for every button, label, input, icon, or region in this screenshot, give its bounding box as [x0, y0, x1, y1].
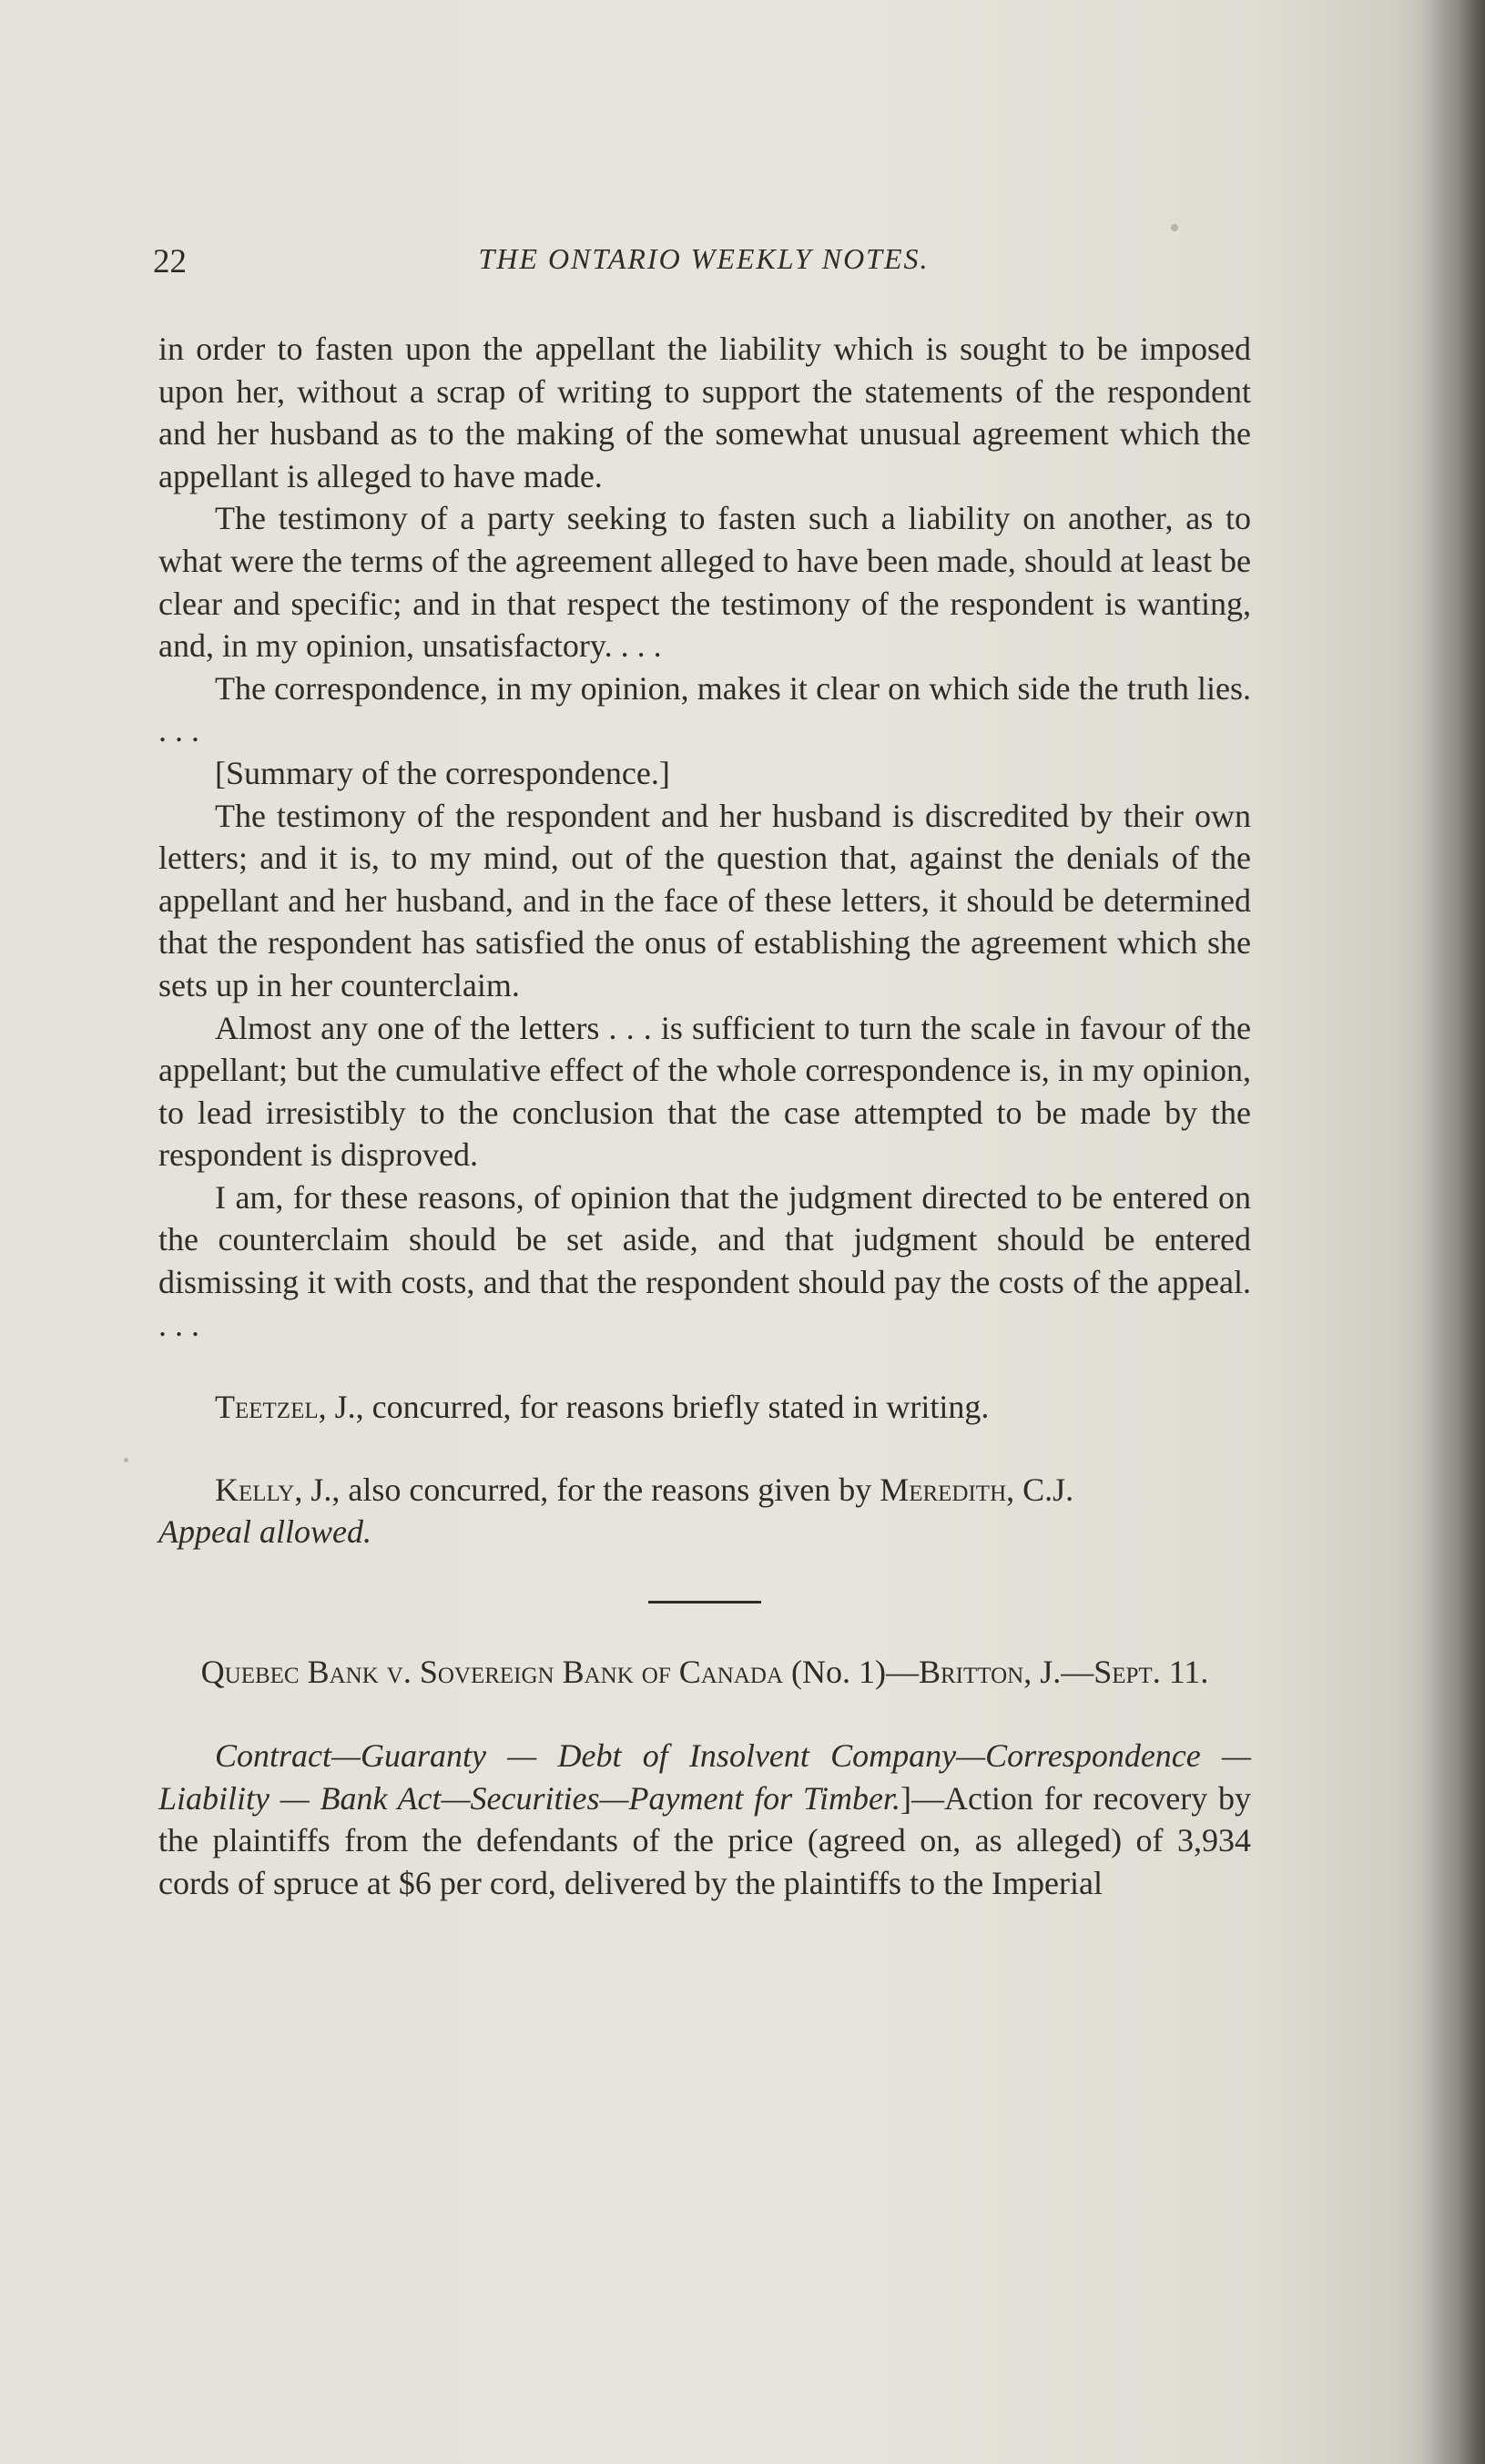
judge-name: Kelly: [215, 1471, 295, 1508]
judge-name: Meredith: [880, 1471, 1007, 1508]
binding-shadow: [1421, 0, 1485, 2464]
paragraph-bracketed-summary: [Summary of the correspondence.]: [215, 754, 670, 791]
case-judge: Britton, J.—Sept.: [919, 1654, 1161, 1691]
headnote: [158, 1735, 1251, 1904]
headnote-catchwords: Contract—Guaranty — Debt of Insolvent Company—Correspondence — Liability — Bank Act—Securities—Payment for Timber.: [158, 1737, 1251, 1817]
case-heading: [158, 1649, 1251, 1695]
case-result: Appeal allowed.: [158, 1513, 371, 1551]
running-head: [153, 242, 1255, 288]
paragraph: The testimony of the respondent and her husband is discredited by their own letters; and it is, to my mind, out of the question that, against the denials of the appellant and her husband, and in the face of these letters, it should be determined that the respondent has satisfied the onus of establishing the agreement which she sets up in her counterclaim.: [158, 797, 1251, 1003]
headnote-text: ]—Action for recovery by the plaintiffs from the defendants of the price (agreed on, as alleged) of 3,934 cords of spruce at $6 per cord, delivered by the plaintiffs to the Imperial: [158, 1779, 1252, 1901]
concurrence-text: , J., concurred, for reasons briefly stated in writing.: [318, 1389, 990, 1426]
body-text: [158, 328, 1251, 1904]
paragraph-continued: in order to fasten upon the appellant the liability which is sought to be imposed upon her, without a scrap of writing to support the statements of the respondent and her husband as to the making of the somewhat unusual agreement which the appellant is alleged to have made.: [158, 331, 1251, 494]
paragraph: Almost any one of the letters . . . is sufficient to turn the scale in favour of the appellant; but the cumulative effect of the whole correspondence is, in my opinion, to lead irresistibly to the conclusion that the case attempted to be made by the respondent is disproved.: [158, 1009, 1251, 1174]
page-number: 22: [153, 243, 187, 280]
journal-title: THE ONTARIO WEEKLY NOTES.: [478, 242, 930, 275]
concurrence-kelly: [158, 1469, 1251, 1512]
judge-name: Teetzel: [215, 1389, 319, 1426]
paper-speck: [1171, 224, 1178, 231]
case-date: 11.: [1160, 1654, 1209, 1691]
concurrence-teetzel: [158, 1386, 1251, 1429]
case-parties: Quebec Bank v. Sovereign Bank of Canada: [200, 1654, 784, 1691]
paragraph: The testimony of a party seeking to fasten such a liability on another, as to what were the terms of the agreement alleged to have been made, should at least be clear and specific; and in that respect the testimony of the respondent is wanting, and, in my opinion, unsatisfactory. . . .: [158, 500, 1251, 665]
section-divider: [648, 1601, 761, 1604]
case-number: (No. 1)—: [783, 1654, 919, 1691]
paragraph: I am, for these reasons, of opinion that the judgment directed to be entered on the counterclaim should be set aside, and that judgment should be entered dismissing it with costs, and that the respondent should pay the costs of the appeal. . . .: [158, 1178, 1251, 1343]
judge-title: , C.J.: [1006, 1471, 1074, 1508]
paper-speck: [124, 1458, 128, 1462]
concurrence-text: , J., also concurred, for the reasons given by: [294, 1471, 880, 1508]
paragraph: The correspondence, in my opinion, makes it clear on which side the truth lies. . . .: [158, 669, 1251, 749]
